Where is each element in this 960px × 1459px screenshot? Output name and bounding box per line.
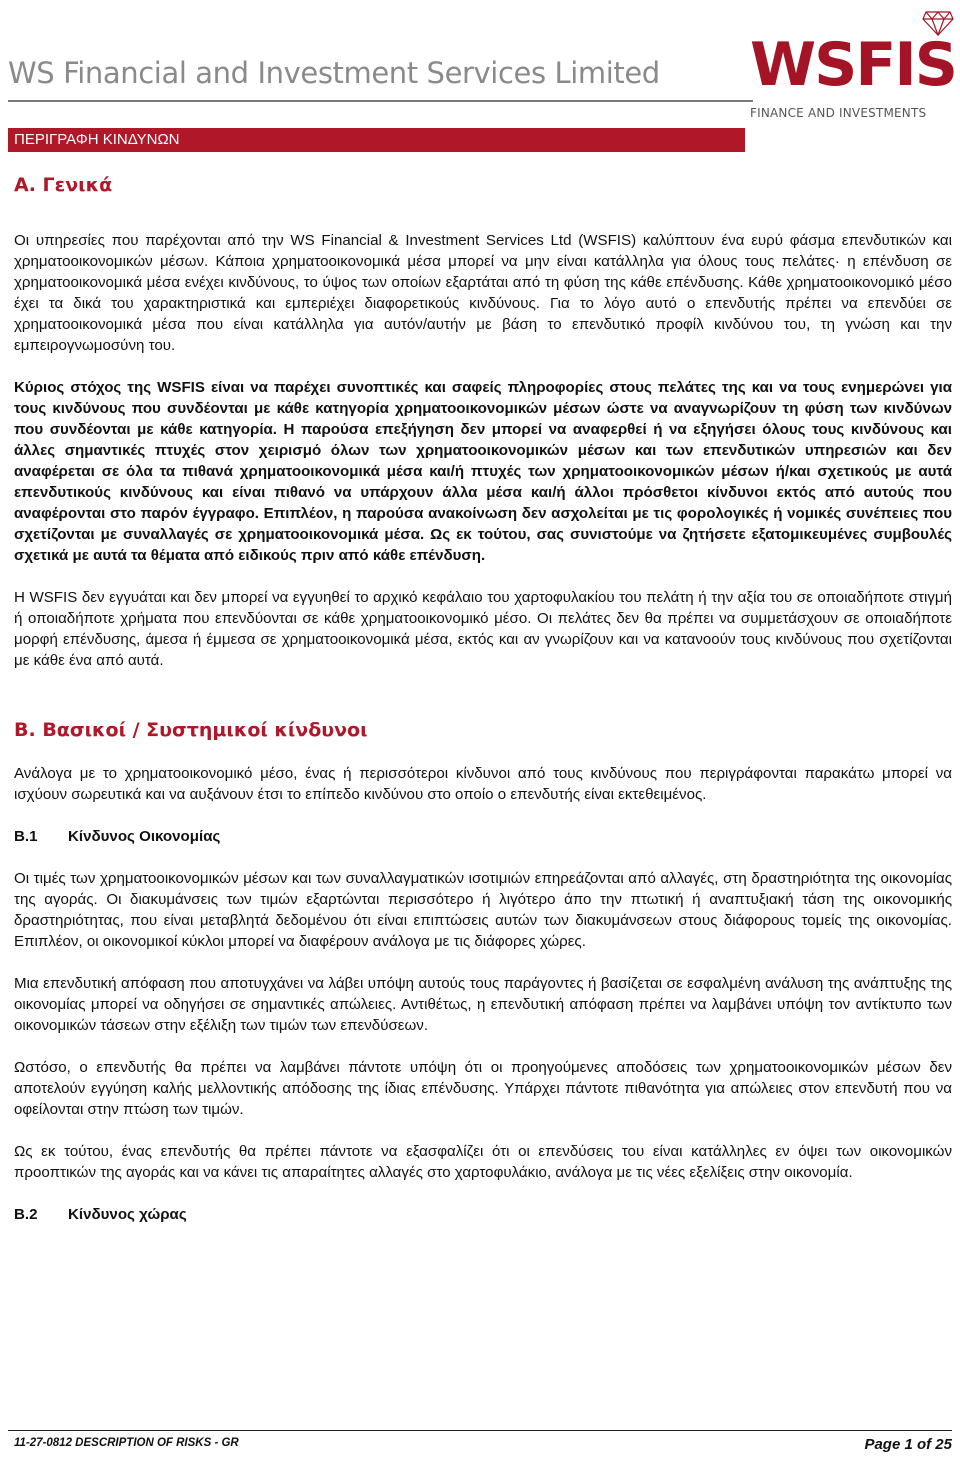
section-a-heading: Α. Γενικά <box>14 174 113 196</box>
section-a-paragraph: Κύριος στόχος της WSFIS είναι να παρέχει συνοπτικές και σαφείς πληροφορίες στους πελάτες της και να τους ενημερώνει για τους κινδύνους που συνδέονται με κάθε κατηγορία χρηματοοικονομικών μέσων ώστε να αναγνωρίζουν τη φύση των κινδύνων που συνδέονται με κάθε κατηγορία. Η παρούσα επεξήγηση δεν μπορεί να αναφερθεί ή να εξηγήσει όλους τους κινδύνους και άλλες σημαντικές πτυχές στον χειρισμό όλων των χρηματοοικονομικών μέσων και των επενδυτικών υπηρεσιών και δεν αναφέρεται σε όλα τα πιθανά χρηματοοικονομικά μέσα και/ή πτυχές των χρηματοοικονομικών μέσων ή/και σχετικούς με αυτά επενδυτικούς κινδύνους και είναι πιθανό να υπάρχουν άλλα μέσα και/ή άλλοι πρόσθετοι κίνδυνοι εκτός από αυτούς που αναφέρονται στο παρόν έγγραφο. Επιπλέον, η παρούσα ανακοίνωση δεν ασχολείται με τις φορολογικές ή νομικές συνέπειες που σχετίζονται με συναλλαγές σε χρηματοοικονομικά μέσα. Ως εκ τούτου, σας συνιστούμε να ζητήσετε εξατομικευμένες συμβουλές σχετικά με αυτά τα θέματα από ειδικούς πριν από κάθε επένδυση. <box>14 379 952 564</box>
subsection-b1-paragraph: Οι τιμές των χρηματοοικονομικών μέσων και των συναλλαγματικών ισοτιμιών επηρεάζονται από αλλαγές, στη δραστηριότητα της οικονομίας της αγοράς. Οι διακυμάνσεις των τιμών εξαρτώνται περισσότερο ή λιγότερο άπο την πτωτική ή αναπτυξιακή τάση της οικονομικής δραστηριότητας, που είναι μεταβλητά δεδομένου ότι είναι επιπτώσεις αυτών των διακυμάνσεων στους διάφορους τομείς της οικονομίας. Επιπλέον, οι οικονομικοί κύκλοι μπορεί να διαφέρουν ανάλογα με τις διάφορες χώρες. <box>14 870 952 950</box>
section-a-paragraph: Οι υπηρεσίες που παρέχονται από την WS Financial & Investment Services Ltd (WSFIS) καλύπτουν ένα ευρύ φάσμα επενδυτικών και χρηματοοικονομικών μέσων. Κάποια χρηματοοικονομικά μέσα μπορεί να μην είναι κατάλληλα για όλους τους πελάτες· η επένδυση σε χρηματοοικονομικά μέσα ενέχει κινδύνους, το ύψος των οποίων εξαρτάται από τη φύση της κάθε επένδυσης. Κάθε χρηματοοικονομικό μέσο έχει τα δικά του χαρακτηριστικά και εμπεριέχει διαφορετικούς κινδύνους. Για το λόγο αυτό ο επενδυτής πρέπει να επενδύει σε χρηματοοικονομικά μέσα που είναι κατάλληλα για αυτόν/αυτήν με βάση το επενδυτικό προφίλ κινδύνου του, τη γνώση και την εμπειρογνωμοσύνη του. <box>14 232 952 354</box>
subsection-b2-heading <box>14 1204 952 1225</box>
footer-divider <box>8 1430 952 1431</box>
logo-subtitle: FINANCE AND INVESTMENTS <box>750 106 927 120</box>
subsection-b1-paragraph: Ωστόσο, ο επενδυτής θα πρέπει να λαμβάνει πάντοτε υπόψη ότι οι προηγούμενες αποδόσεις των χρηματοοικονομικών μέσων δεν αποτελούν εγγύηση καλής μελλοντικής απόδοσης της ίδιας επένδυσης. Υπάρχει πάντοτε πιθανότητα για απώλειες στον επενδυτή που να οφείλονται στην πτώση των τιμών. <box>14 1059 952 1118</box>
section-a-paragraph: Η WSFIS δεν εγγυάται και δεν μπορεί να εγγυηθεί το αρχικό κεφάλαιο του χαρτοφυλακίου του πελάτη ή την αξία του σε οποιαδήποτε στιγμή ή οποιαδήποτε χρήματα που επενδύονται σε κάθε χρηματοοικονομικό μέσο. Οι πελάτες δεν θα πρέπει να συμμετάσχουν σε οποιαδήποτε μορφή επένδυσης, άμεσα ή έμμεσα σε χρηματοοικονομικά μέσα, εκτός και αν γνωρίζουν και να κατανοούν τους κινδύνους που σχετίζονται με κάθε ένα από αυτά. <box>14 589 952 669</box>
subsection-b1-paragraph: Μια επενδυτική απόφαση που αποτυγχάνει να λάβει υπόψη αυτούς τους παράγοντες ή βασίζεται σε εσφαλμένη ανάλυση της ανάπτυξης της οικονομίας μπορεί να οδηγήσει σε σημαντικές απώλειες. Αντιθέτως, η επενδυτική απόφαση πρέπει να λαμβάνει υπόψη τον αντίκτυπο των οικονομικών τάσεων στην εξέλιξη των τιμών των επενδύσεων. <box>14 975 952 1034</box>
section-b-heading: Β. Βασικοί / Συστημικοί κίνδυνοι <box>14 719 368 741</box>
subsection-b1-heading <box>14 826 952 847</box>
company-name: WS Financial and Investment Services Limited <box>8 56 660 90</box>
document-body <box>14 172 952 1225</box>
page-number: Page 1 of 25 <box>864 1436 952 1453</box>
logo-wordmark: WSFIS <box>750 30 956 100</box>
subsection-b1-paragraph: Ως εκ τούτου, ένας επενδυτής θα πρέπει πάντοτε να εξασφαλίζει ότι οι επενδύσεις του είναι κατάλληλες εν όψει των οικονομικών προοπτικών της αγοράς και να κάνει τις απαραίτητες αλλαγές στο χαρτοφυλάκιο, ανάλογα με τις νέες εξελίξεις στην οικονομία. <box>14 1143 952 1181</box>
subsection-number: Β.2 <box>14 1206 38 1223</box>
page-title-banner: ΠΕΡΙΓΡΑΦΗ ΚΙΝΔΥΝΩΝ <box>8 128 745 152</box>
header-divider <box>8 100 753 102</box>
wsfis-logo <box>748 10 956 122</box>
subsection-title: Κίνδυνος Οικονομίας <box>68 828 221 845</box>
subsection-number: Β.1 <box>14 828 38 845</box>
subsection-title: Κίνδυνος χώρας <box>68 1206 187 1223</box>
section-b-intro: Ανάλογα με το χρηματοοικονομικό μέσο, ένας ή περισσότεροι κίνδυνοι από τους κινδύνους που περιγράφονται παρακάτω μπορεί να ισχύουν σωρευτικά και να αυξάνουν έτσι το επίπεδο κινδύνου στο οποίο ο επενδυτής είναι εκτεθειμένος. <box>14 765 952 803</box>
document-reference: 11-27-0812 DESCRIPTION OF RISKS - GR <box>14 1437 239 1449</box>
